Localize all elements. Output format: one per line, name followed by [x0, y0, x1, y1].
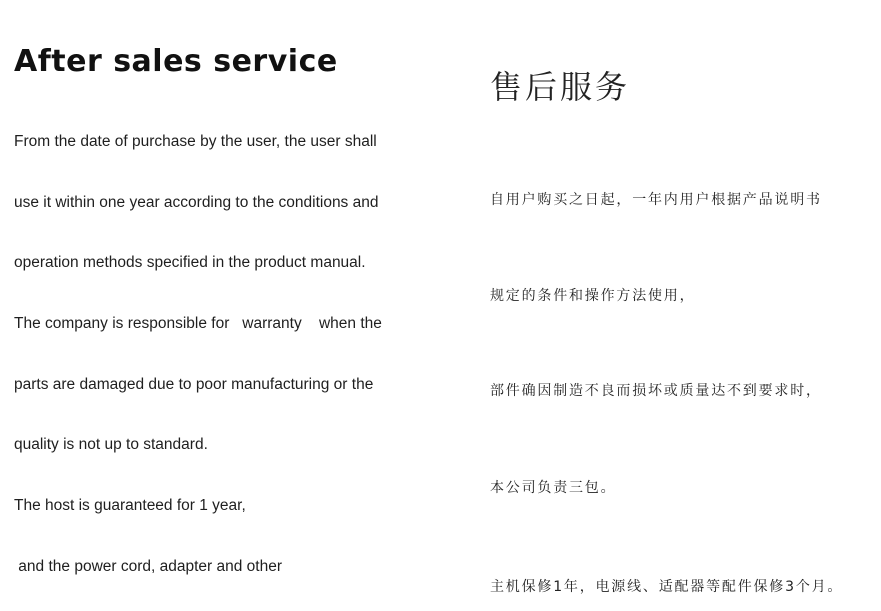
chinese-text-line: 规定的条件和操作方法使用，: [490, 288, 696, 304]
english-text-line: use it within one year according to the conditions and: [14, 194, 379, 211]
english-text-line: From the date of purchase by the user, the user shall: [14, 133, 377, 150]
english-text-line: quality is not up to standard.: [14, 436, 208, 453]
chinese-text-line: 自用户购买之日起，一年内用户根据产品说明书: [490, 192, 822, 208]
chinese-title: 售后服务: [490, 68, 631, 106]
english-title: After sales service: [14, 44, 338, 79]
english-text-line: The company is responsible for warranty when the: [14, 315, 382, 332]
english-text-line: and the power cord, adapter and other: [14, 558, 282, 575]
chinese-text-line: 部件确因制造不良而损坏或质量达不到要求时，: [490, 383, 822, 399]
english-text-line: The host is guaranteed for 1 year,: [14, 497, 246, 514]
chinese-text-line: 主机保修1年，电源线、适配器等配件保修3个月。: [490, 579, 844, 595]
english-text-line: parts are damaged due to poor manufacturing or the: [14, 376, 374, 393]
english-text-line: operation methods specified in the product manual.: [14, 254, 366, 271]
chinese-text-line: 本公司负责三包。: [490, 480, 617, 496]
